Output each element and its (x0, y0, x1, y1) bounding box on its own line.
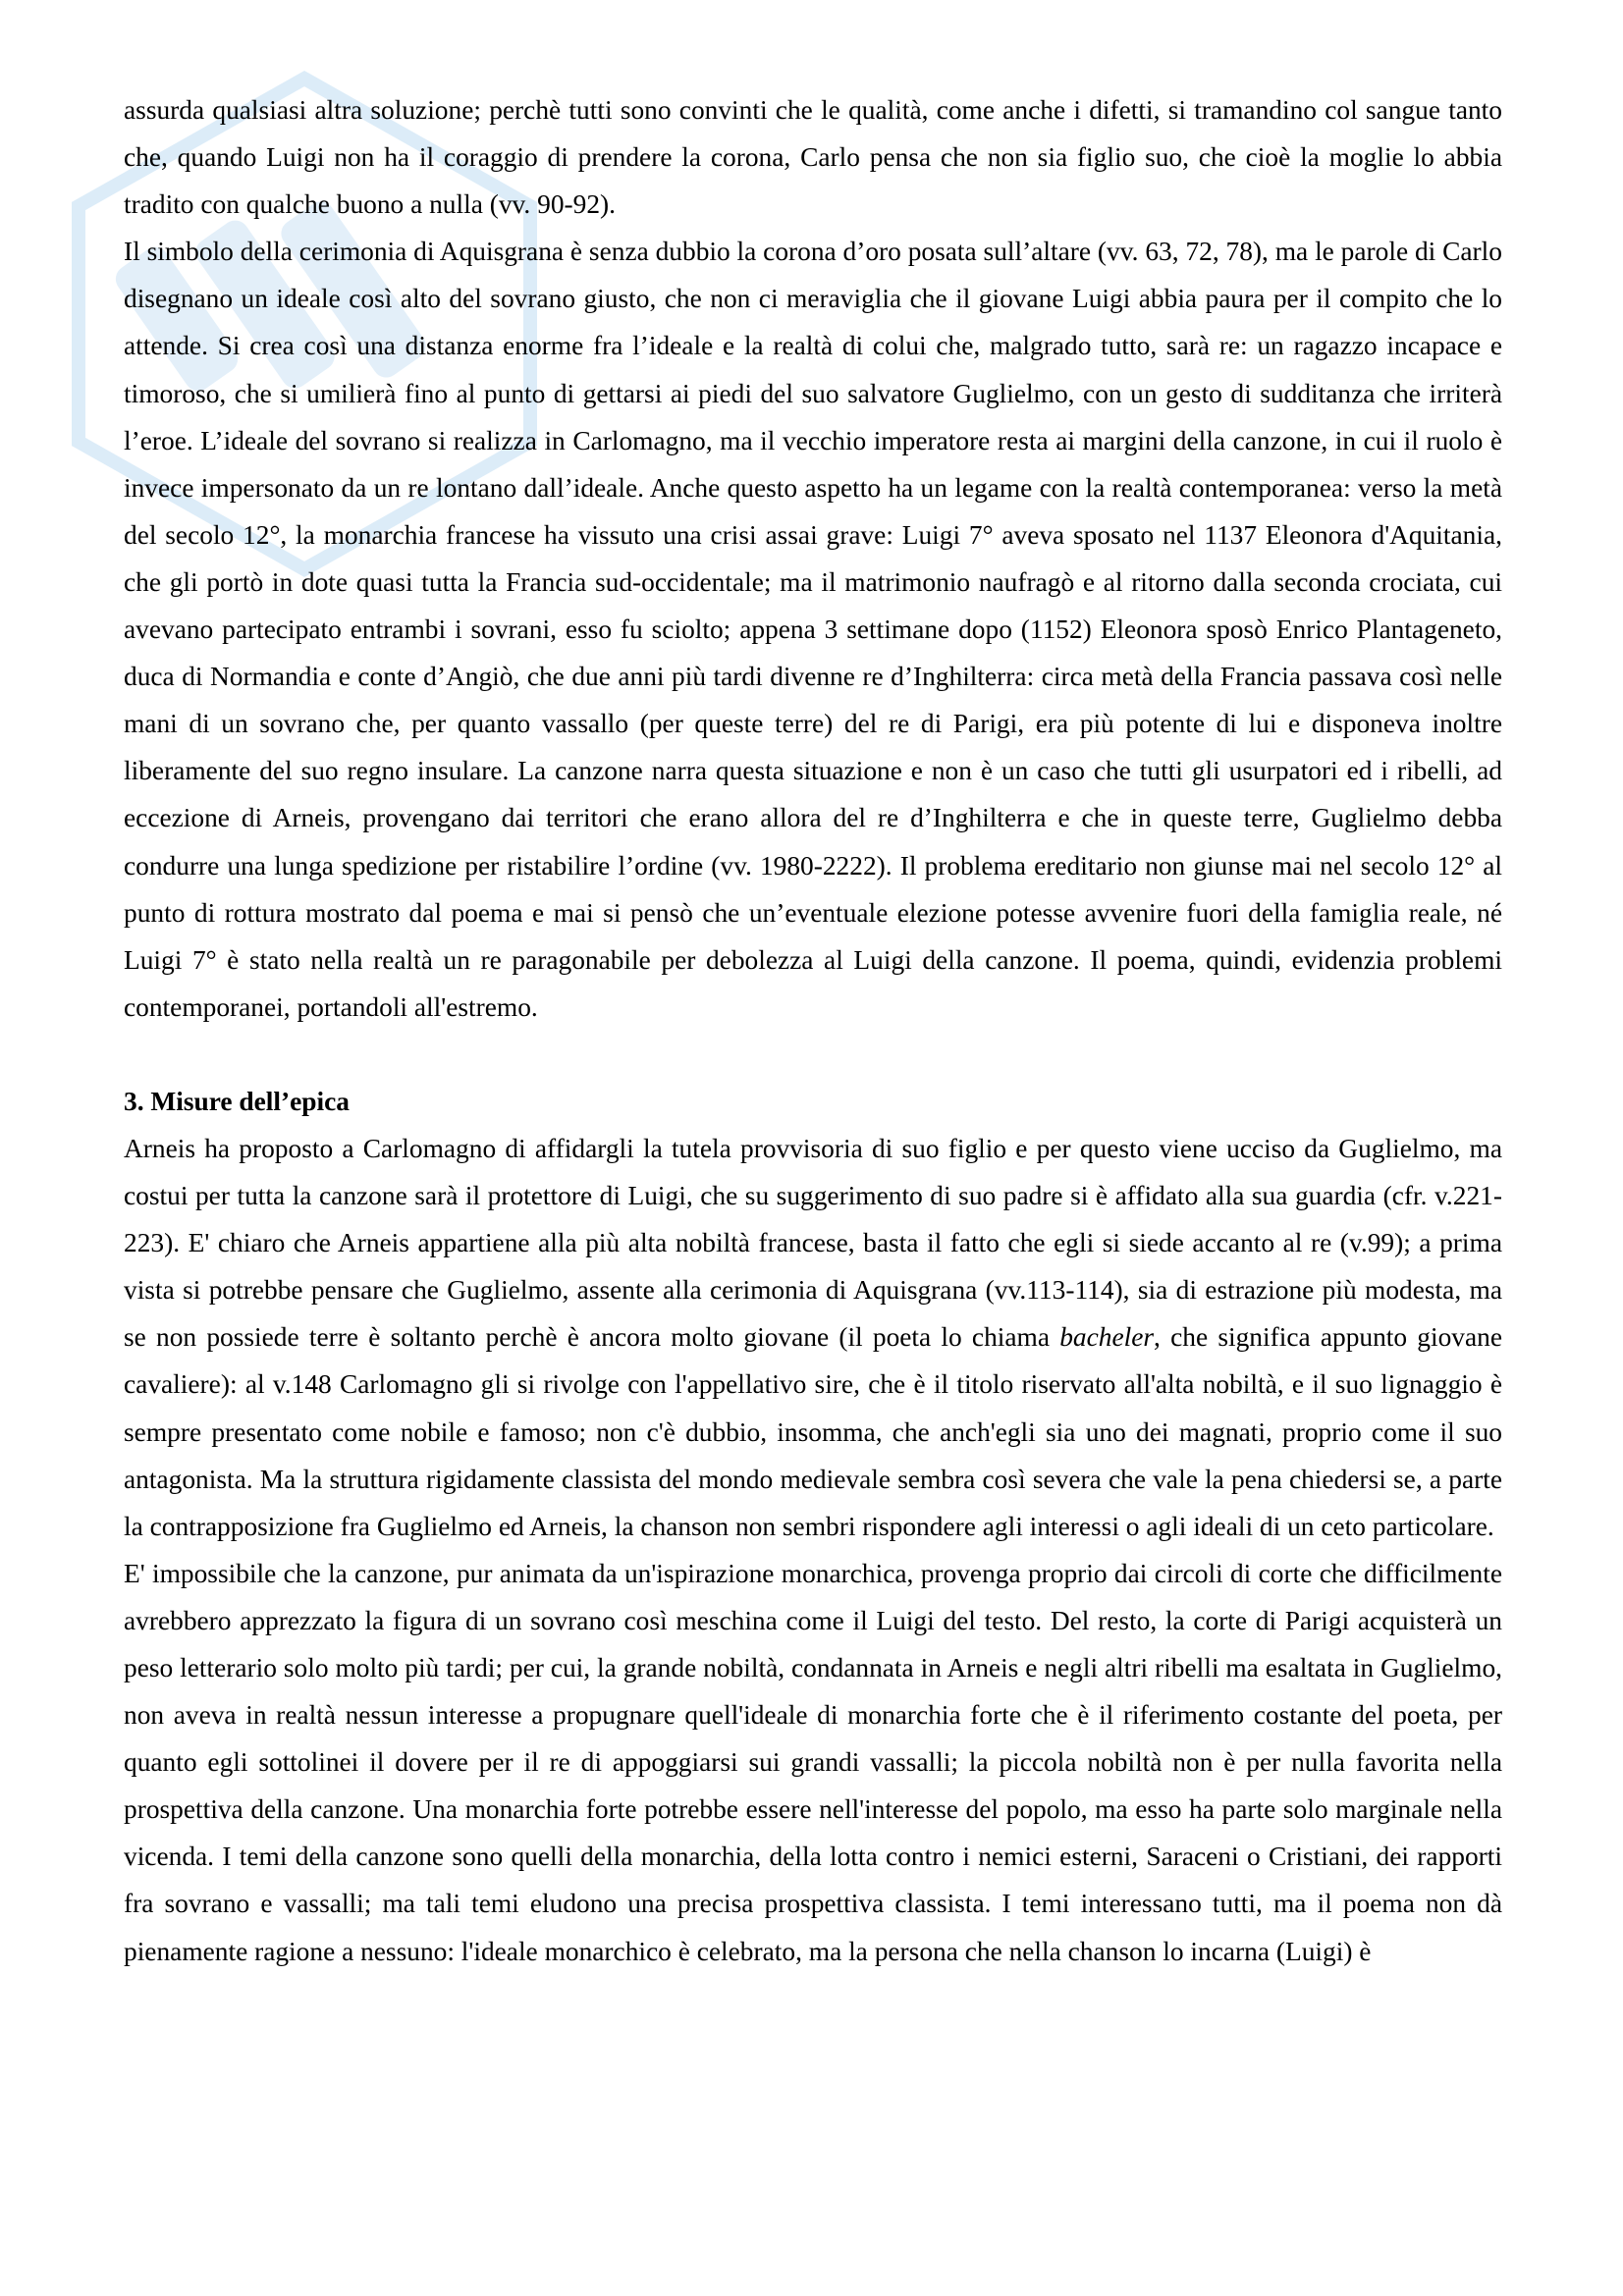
italic-term: bacheler (1059, 1322, 1155, 1353)
section-paragraph-2: E' impossibile che la canzone, pur animata da un'ispirazione monarchica, provenga proprio dai circoli di corte che difficilmente avrebbero apprezzato la figura di un sovrano così meschina come il Luigi del testo. Del resto, la corte di Parigi acquisterà un peso letterario solo molto più tardi; per cui, la grande nobiltà, condannata in Arneis e negli altri ribelli ma esaltata in Guglielmo, non aveva in realtà nessun interesse a propugnare quell'ideale di monarchia forte che è il riferimento costante del poeta, per quanto egli sottolinei il dovere per il re di appoggiarsi sui grandi vassalli; la piccola nobiltà non è per nulla favorita nella prospettiva della canzone. Una monarchia forte potrebbe essere nell'interesse del popolo, ma esso ha parte solo marginale nella vicenda. I temi della canzone sono quelli della monarchia, della lotta contro i nemici esterni, Saraceni o Cristiani, dei rapporti fra sovrano e vassalli; ma tali temi eludono una precisa prospettiva classista. I temi interessano tutti, ma il poema non dà pienamente ragione a nessuno: l'ideale monarchico è celebrato, ma la persona che nella chanson lo incarna (Luigi) è (124, 1558, 1502, 1966)
section-paragraph-1-end: , che significa appunto giovane cavaliere): al v.148 Carlomagno gli si rivolge con l'appellativo sire, che è il titolo riservato all'alta nobiltà, e il suo lignaggio è sempre presentato come nobile e famoso; non c'è dubbio, insomma, che anch'egli sia uno dei magnati, proprio come il suo antagonista. Ma la struttura rigidamente classista del mondo medievale sembra così severa che vale la pena chiedersi se, a parte la contrapposizione fra Guglielmo ed Arneis, la chanson non sembri rispondere agli interessi o agli ideali di un ceto particolare. (124, 1322, 1503, 1541)
spacer (124, 1031, 1502, 1078)
section-paragraph-1 (124, 1125, 1502, 1550)
section-heading: 3. Misure dell’epica (124, 1086, 350, 1116)
paragraph-2: Il simbolo della cerimonia di Aquisgrana è senza dubbio la corona d’oro posata sull’altare (vv. 63, 72, 78), ma le parole di Carlo disegnano un ideale così alto del sovrano giusto, che non ci meraviglia che il giovane Luigi abbia paura per il compito che lo attende. Si crea così una distanza enorme fra l’ideale e la realtà di colui che, malgrado tutto, sarà re: un ragazzo incapace e timoroso, che si umilierà fino al punto di gettarsi ai piedi del suo salvatore Guglielmo, con un gesto di sudditanza che irriterà l’eroe. L’ideale del sovrano si realizza in Carlomagno, ma il vecchio imperatore resta ai margini della canzone, in cui il ruolo è invece impersonato da un re lontano dall’ideale. Anche questo aspetto ha un legame con la realtà contemporanea: verso la metà del secolo 12°, la monarchia francese ha vissuto una crisi assai grave: Luigi 7° aveva sposato nel 1137 Eleonora d'Aquitania, che gli portò in dote quasi tutta la Francia sud-occidentale; ma il matrimonio naufragò e al ritorno dalla seconda crociata, cui avevano partecipato entrambi i sovrani, esso fu sciolto; appena 3 settimane dopo (1152) Eleonora sposò Enrico Plantageneto, duca di Normandia e conte d’Angiò, che due anni più tardi divenne re d’Inghilterra: circa metà della Francia passava così nelle mani di un sovrano che, per quanto vassallo (per queste terre) del re di Parigi, era più potente di lui e disponeva inoltre liberamente del suo regno insulare. La canzone narra questa situazione e non è un caso che tutti gli usurpatori ed i ribelli, ad eccezione di Arneis, provengano dai territori che erano allora del re d’Inghilterra e che in queste terre, Guglielmo debba condurre una lunga spedizione per ristabilire l’ordine (vv. 1980-2222). Il problema ereditario non giunse mai nel secolo 12° al punto di rottura mostrato dal poema e mai si pensò che un’eventuale elezione potesse avvenire fuori della famiglia reale, né Luigi 7° è stato nella realtà un re paragonabile per debolezza al Luigi della canzone. Il poema, quindi, evidenzia problemi contemporanei, portandoli all'estremo. (124, 237, 1502, 1022)
document-body (124, 86, 1502, 1975)
paragraph-1: assurda qualsiasi altra soluzione; perchè tutti sono convinti che le qualità, come anche i difetti, si tramandino col sangue tanto che, quando Luigi non ha il coraggio di prendere la corona, Carlo pensa che non sia figlio suo, che cioè la moglie lo abbia tradito con qualche buono a nulla (vv. 90-92). (124, 95, 1502, 220)
section-paragraph-1-start: Arneis ha proposto a Carlomagno di affidargli la tutela provvisoria di suo figlio e per questo viene ucciso da Guglielmo, ma costui per tutta la canzone sarà il protettore di Luigi, che su suggerimento di suo padre si è affidato alla sua guardia (cfr. v.221-223). E' chiaro che Arneis appartiene alla più alta nobiltà francese, basta il fatto che egli si siede accanto al re (v.99); a prima vista si potrebbe pensare che Guglielmo, assente alla cerimonia di Aquisgrana (vv.113-114), sia di estrazione più modesta, ma se non possiede terre è soltanto perchè è ancora molto giovane (il poeta lo chiama (124, 1133, 1502, 1353)
